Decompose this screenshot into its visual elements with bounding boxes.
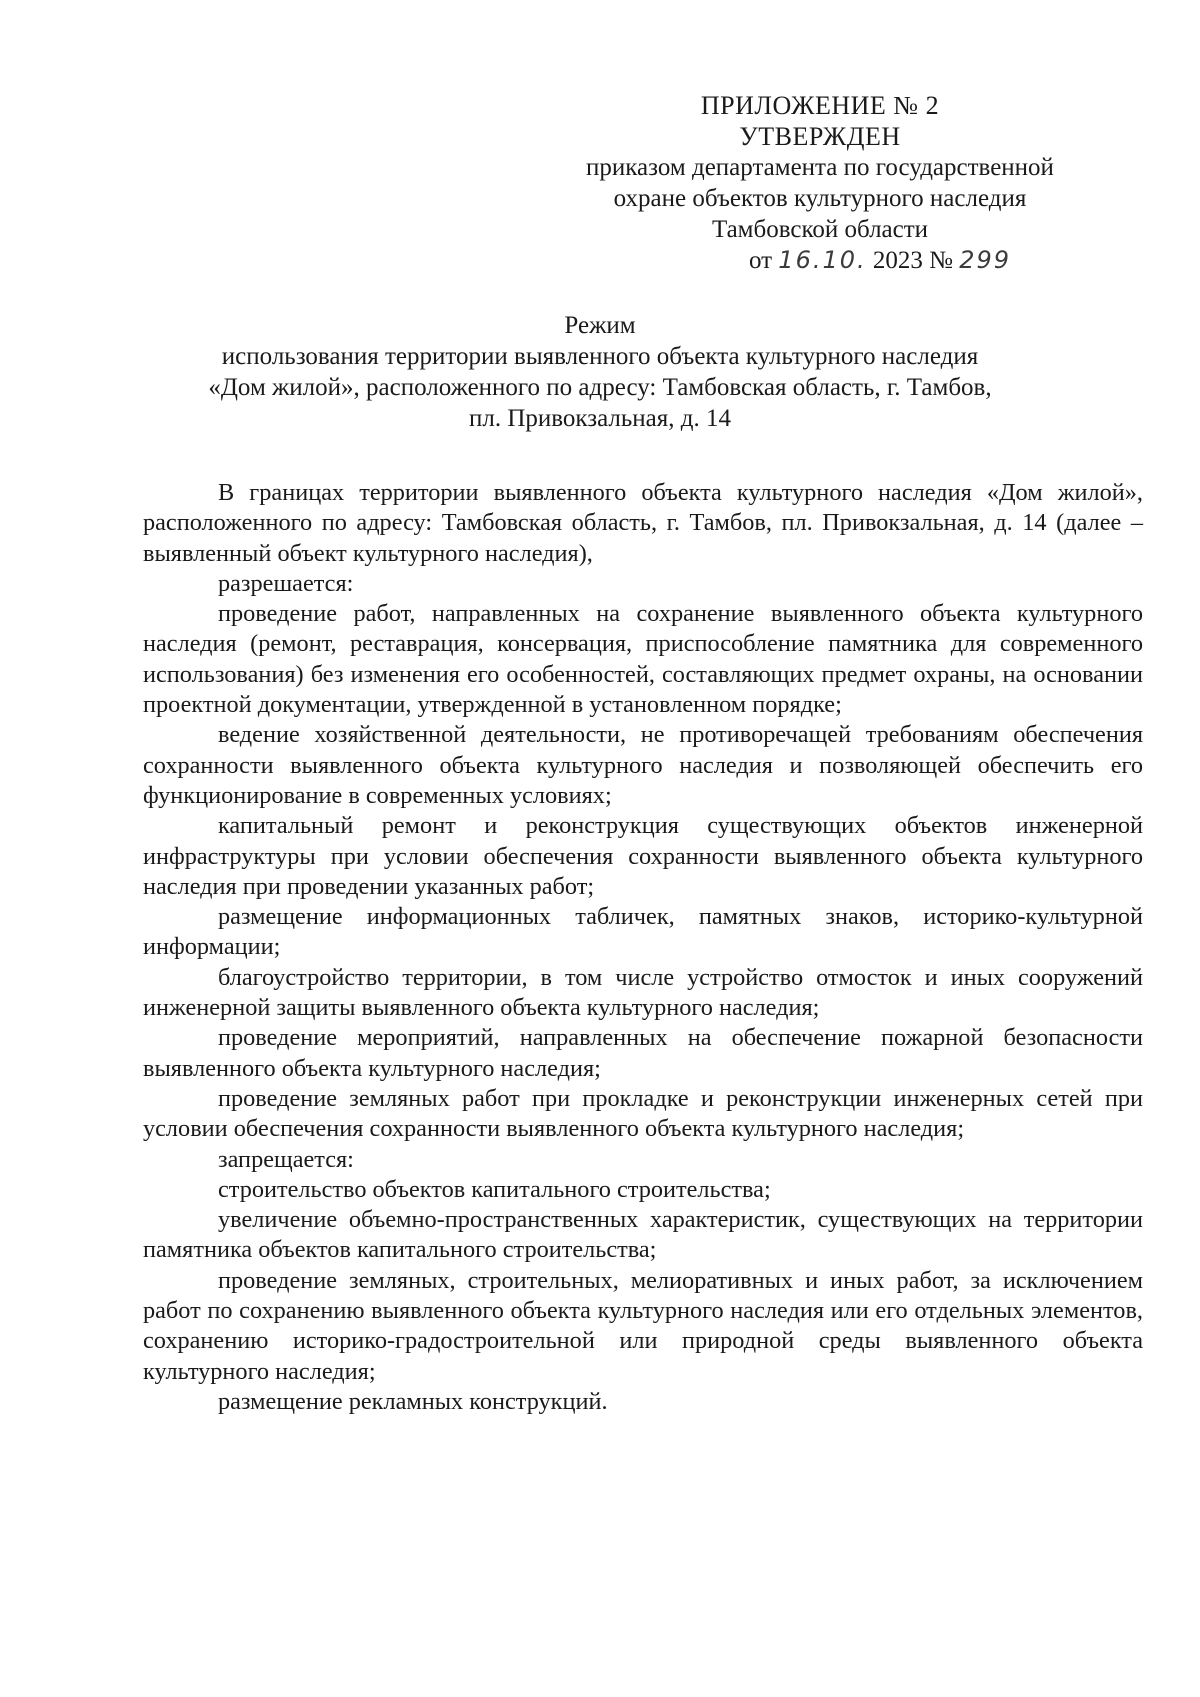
list-item: благоустройство территории, в том числе устройство отмосток и иных сооружений инженерной защиты выявленного объекта культурного наследия;	[143, 963, 1143, 1022]
list-item: проведение земляных, строительных, мелиоративных и иных работ, за исключением работ по сохранению выявленного объекта культурного наследия или его отдельных элементов, сохранению историко-градостроительной или природной среды выявленного объекта культурного наследия;	[143, 1266, 1143, 1385]
document-title	[130, 310, 1070, 434]
list-item: размещение рекламных конструкций.	[218, 1387, 608, 1415]
list-item: проведение земляных работ при прокладке и реконструкции инженерных сетей при условии обеспечения сохранности выявленного объекта культурного наследия;	[143, 1084, 1143, 1143]
date-prefix: от	[748, 247, 773, 274]
approval-block	[540, 90, 1100, 276]
list-item: увеличение объемно-пространственных характеристик, существующих на территории памятника объектов капитального строительства;	[143, 1206, 1143, 1264]
handwritten-date: 16.10.	[778, 246, 867, 274]
approved-label: УТВЕРЖДЕН	[739, 122, 901, 151]
date-year: 2023	[872, 247, 923, 274]
approval-line-1: приказом департамента по государственной	[586, 154, 1054, 181]
list-item: строительство объектов капитального строительства;	[218, 1175, 771, 1203]
list-item: размещение информационных табличек, памятных знаков, историко-культурной информации;	[143, 903, 1143, 961]
title-line-1: Режим	[564, 312, 636, 339]
title-line-2: использования территории выявленного объекта культурного наследия	[221, 343, 979, 370]
appendix-label: ПРИЛОЖЕНИЕ № 2	[700, 91, 940, 120]
approval-line-3: Тамбовской области	[711, 216, 929, 243]
allowed-heading: разрешается:	[218, 569, 354, 597]
list-item: проведение работ, направленных на сохранение выявленного объекта культурного наследия (ремонт, реставрация, консервация, приспособление памятника для современного использования) без изменения его особенностей, составляющих предмет охраны, на основании проектной документации, утвержденной в установленном порядке;	[143, 600, 1143, 719]
forbidden-heading: запрещается:	[218, 1145, 354, 1173]
approval-date-line	[540, 245, 1100, 276]
handwritten-number: 299	[959, 246, 1012, 274]
list-item: ведение хозяйственной деятельности, не противоречащей требованиям обеспечения сохранности выявленного объекта культурного наследия и позволяющей обеспечить его функционирование в современных условиях;	[143, 721, 1143, 809]
document-body	[143, 478, 1143, 1417]
number-sign: №	[929, 247, 953, 274]
list-item: капитальный ремонт и реконструкция существующих объектов инженерной инфраструктуры при условии обеспечения сохранности выявленного объекта культурного наследия при проведении указанных работ;	[143, 812, 1143, 900]
title-line-4: пл. Привокзальная, д. 14	[469, 405, 731, 432]
approval-line-2: охране объектов культурного наследия	[613, 185, 1027, 212]
intro-paragraph: В границах территории выявленного объекта культурного наследия «Дом жилой», расположенного по адресу: Тамбовская область, г. Тамбов, пл. Привокзальная, д. 14 (далее – выявленный объект культурного наследия),	[143, 479, 1143, 567]
title-line-3: «Дом жилой», расположенного по адресу: Тамбовская область, г. Тамбов,	[208, 374, 992, 401]
list-item: проведение мероприятий, направленных на обеспечение пожарной безопасности выявленного объекта культурного наследия;	[143, 1024, 1143, 1082]
